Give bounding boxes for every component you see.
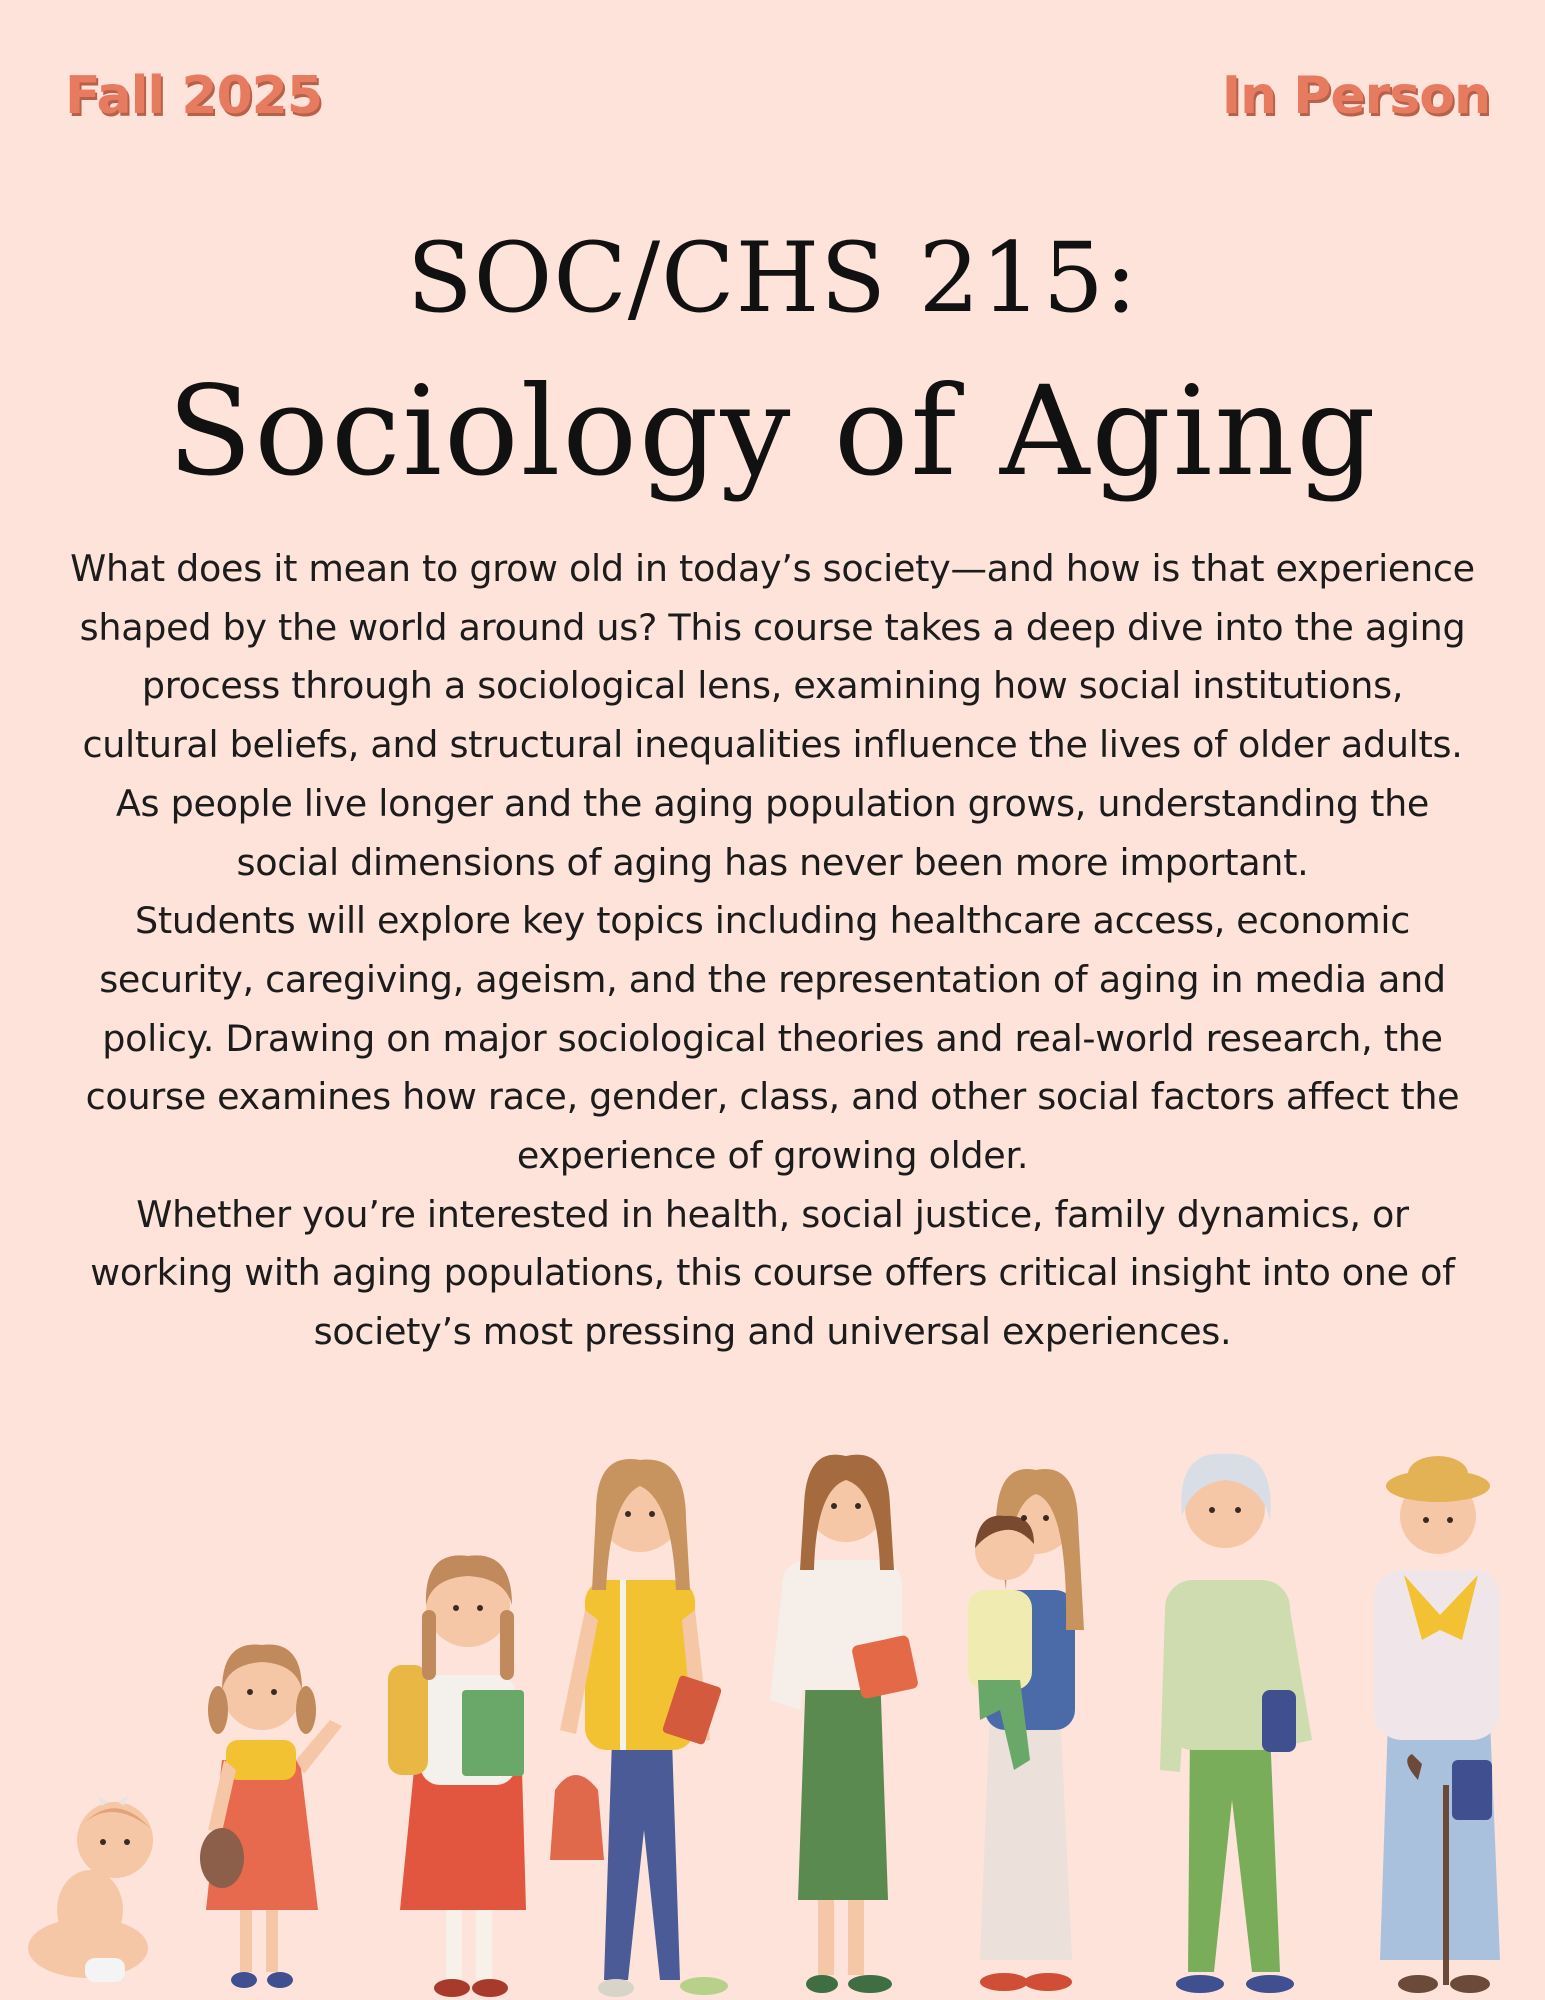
description-paragraph-1: What does it mean to grow old in today’s society—and how is that experience shaped by the world around us? This course takes a deep dive into the aging process through a sociological lens, examining how social institutions, cultural beliefs, and structural inequalities influence the lives of older adults. As people live longer and the aging population grows, understanding the social dimensions of aging has never been more important.: [70, 547, 1475, 884]
term-label: Fall 2025: [65, 66, 323, 126]
life-stages-illustration: [0, 1440, 1545, 2000]
course-code: SOC/CHS 215:: [406, 222, 1139, 334]
figure-schoolgirl: [388, 1555, 526, 1997]
figure-young-woman: [770, 1455, 919, 1993]
figure-teen: [550, 1459, 728, 1997]
figure-baby: [28, 1796, 153, 1982]
course-description: [70, 540, 1475, 1362]
description-paragraph-2: Students will explore key topics including healthcare access, economic security, caregiving, ageism, and the representation of aging in media and policy. Drawing on major sociological theories and real-world research, the course examines how race, gender, class, and other social factors affect the experience of growing older.: [85, 899, 1460, 1178]
figure-toddler-girl: [200, 1645, 342, 1988]
figure-elderly-woman-with-cane: [1374, 1456, 1500, 1993]
description-paragraph-3: Whether you’re interested in health, social justice, family dynamics, or working with aging populations, this course offers critical insight into one of society’s most pressing and universal experiences.: [90, 1192, 1455, 1354]
delivery-mode-label: In Person: [1221, 66, 1490, 126]
figure-mother-with-child: [968, 1469, 1084, 1991]
figure-older-woman: [1160, 1454, 1312, 1993]
course-title: Sociology of Aging: [167, 360, 1378, 504]
